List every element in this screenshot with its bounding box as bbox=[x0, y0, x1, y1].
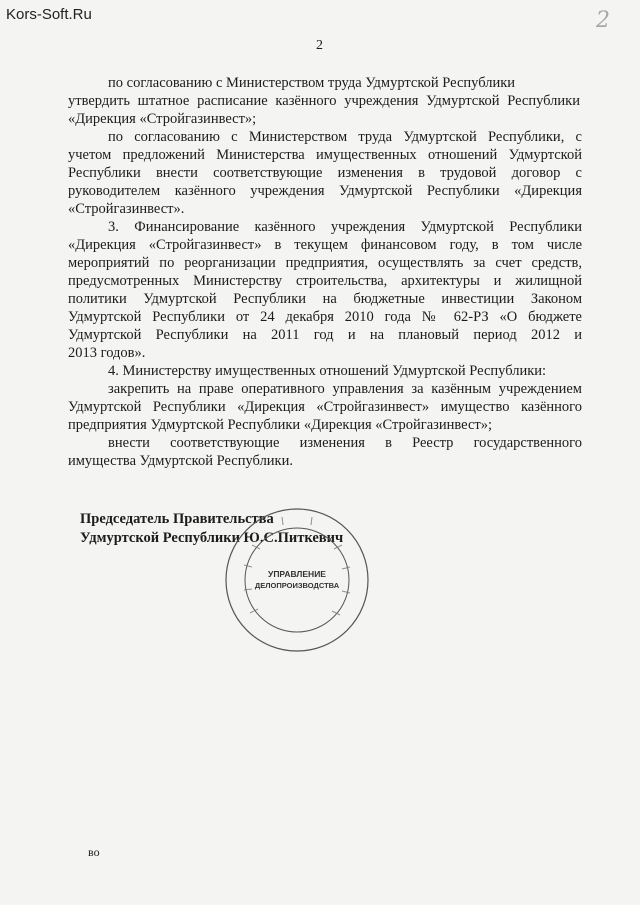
body-line: руководителем казённого учреждения Удмуртской Республики «Дирекция bbox=[68, 183, 582, 199]
body-line: по согласованию с Министерством труда Удмуртской Республики bbox=[108, 75, 516, 91]
body-line: предусмотренных Министерству строительства, архитектуры и жилищной bbox=[68, 273, 582, 289]
signature-name: Удмуртской Республики Ю.С.Питкевич bbox=[80, 530, 344, 546]
body-line: «Дирекция «Стройгазинвест»; bbox=[68, 111, 257, 127]
body-line: мероприятий по реорганизации предприятия, осуществлять за счет средств, bbox=[68, 255, 582, 271]
body-line: 4. Министерству имущественных отношений Удмуртской Республики: bbox=[108, 363, 547, 379]
page-number: 2 bbox=[316, 38, 323, 53]
round-stamp-icon bbox=[222, 505, 372, 655]
body-line: имущества Удмуртской Республики. bbox=[68, 453, 293, 469]
body-line: учетом предложений Министерства имущественных отношений Удмуртской bbox=[68, 147, 582, 163]
body-line: 2013 годов». bbox=[68, 345, 146, 361]
body-line: по согласованию с Министерством труда Удмуртской Республики, с bbox=[108, 129, 582, 145]
signature-title: Председатель Правительства bbox=[80, 511, 274, 527]
site-watermark: Kors-Soft.Ru bbox=[6, 6, 92, 23]
handwritten-page-number: 2 bbox=[596, 8, 610, 33]
body-line: утвердить штатное расписание казённого учреждения Удмуртской Республики bbox=[68, 93, 580, 109]
body-line: закрепить на праве оперативного управления за казённым учреждением bbox=[108, 381, 582, 397]
body-line: «Дирекция «Стройгазинвест» в текущем финансовом году, в том числе bbox=[68, 237, 582, 253]
body-line: предприятия Удмуртской Республики «Дирекция «Стройгазинвест»; bbox=[68, 417, 493, 433]
body-line: внести соответствующие изменения в Реестр государственного bbox=[108, 435, 582, 451]
body-line: «Стройгазинвест». bbox=[68, 201, 185, 217]
body-line: Удмуртской Республики от 24 декабря 2010 года № 62-РЗ «О бюджете bbox=[68, 309, 582, 325]
body-line: 3. Финансирование казённого учреждения Удмуртской Республики bbox=[108, 219, 582, 235]
body-line: Республики внести соответствующие изменения в трудовой договор с bbox=[68, 165, 582, 181]
body-line: политики Удмуртской Республики на бюджетные инвестиции Законом bbox=[68, 291, 582, 307]
stamp-line-1: УПРАВЛЕНИЕ bbox=[268, 569, 326, 579]
stamp-line-2: ДЕЛОПРОИЗВОДСТВА bbox=[254, 581, 340, 590]
body-line: Удмуртской Республики на 2011 год и на плановый период 2012 и bbox=[68, 327, 582, 343]
body-line: Удмуртской Республики «Дирекция «Стройгазинвест» имущество казённого bbox=[68, 399, 582, 415]
executor-initials: во bbox=[88, 845, 100, 859]
